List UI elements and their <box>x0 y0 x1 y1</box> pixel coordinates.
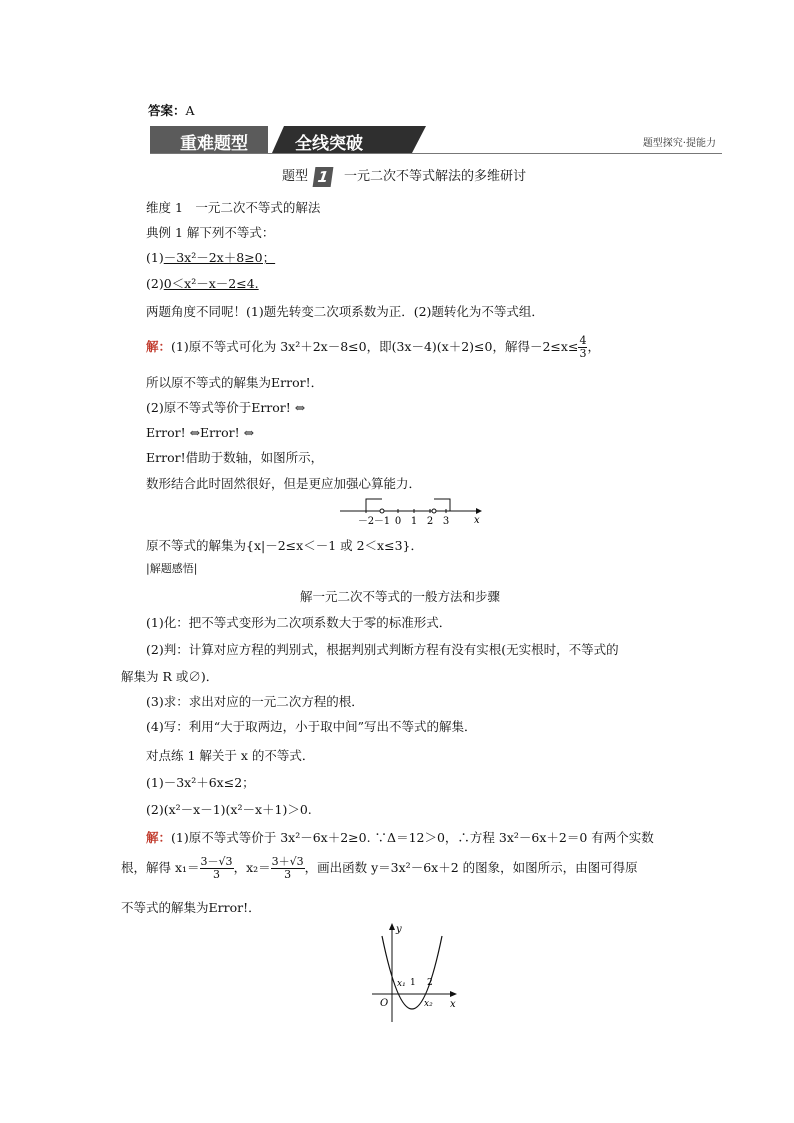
graph-x-label: x <box>450 999 456 1010</box>
step-3: (3)求：求出对应的一元二次方程的根． <box>146 694 364 709</box>
psol-text-b: ，x₂＝ <box>233 860 271 875</box>
q1-prefix: (1) <box>146 250 164 265</box>
x1-den: 3 <box>213 868 221 881</box>
y-axis-arrow <box>389 923 395 930</box>
graph-origin-label: O <box>380 998 389 1009</box>
step-2: (2)判：计算对应方程的判别式，根据判别式判断方程有没有实根(无实根时，不等式的 <box>146 642 619 657</box>
parabola-figure <box>364 922 464 1026</box>
step-4: (4)写：利用“大于取两边，小于取中间”写出不等式的解集． <box>146 719 477 734</box>
number-line-tick-label: 0 <box>394 516 402 527</box>
graph-1-label: 1 <box>410 978 416 988</box>
x-axis-arrow <box>450 991 457 997</box>
number-line-tick-label: 3 <box>442 516 450 527</box>
number-line-tick-label: 2 <box>426 516 434 527</box>
practice-solution-line2 <box>121 856 638 881</box>
section-prefix: 题型 <box>282 169 309 184</box>
solution1-set: 所以原不等式的解集为Error!． <box>146 375 324 390</box>
frac-den: 3 <box>579 347 587 360</box>
graph-y-label: y <box>396 924 402 935</box>
solution2-line4: 数形结合此时固然很好，但是更应加强心算能力． <box>146 476 422 491</box>
example-q2 <box>146 275 259 293</box>
x2-den: 3 <box>284 868 292 881</box>
banner-title-middle: 全线突破 <box>295 134 363 154</box>
solution1-line <box>146 335 600 360</box>
example-q1 <box>146 249 275 267</box>
example-intro: 典例 1 解下列不等式： <box>146 225 275 240</box>
q2-expression: 0＜x²－x－2≤4. <box>163 276 259 291</box>
solution2-line3: Error!借助于数轴，如图所示， <box>146 450 324 465</box>
dimension-heading: 维度 1 一元二次不等式的解法 <box>146 200 321 215</box>
graph-x2-label: x₂ <box>424 999 433 1009</box>
q2-prefix: (2) <box>146 276 164 291</box>
psol-text-c: ，画出函数 y＝3x²－6x＋2 的图象，如图所示，由图可得原 <box>304 860 638 875</box>
number-line-x-label: x <box>474 515 480 526</box>
q1-expression: －3x²－2x＋8≥0； <box>163 250 276 265</box>
x1-num: 3－√3 <box>200 855 233 868</box>
solution2-result: 原不等式的解集为{x|－2≤x＜－1 或 2＜x≤3}． <box>146 538 423 553</box>
hint-text: 两题角度不同呢！(1)题先转变二次项系数为正．(2)题转化为不等式组． <box>146 304 544 319</box>
section-title: 一元二次不等式解法的多维研讨 <box>344 169 527 184</box>
fraction-x1 <box>200 856 234 881</box>
solution1-end: ， <box>587 339 600 354</box>
step-1: (1)化：把不等式变形为二次项系数大于零的标准形式． <box>146 615 452 630</box>
section-banner <box>150 126 722 154</box>
solution2-line2: Error! ⇔Error! ⇔ <box>146 425 255 440</box>
banner-title-left: 重难题型 <box>180 134 248 154</box>
graph-2-label: 2 <box>427 978 433 988</box>
practice-solution-line3: 不等式的解集为Error!． <box>121 900 261 915</box>
practice-solution-line1 <box>146 829 654 847</box>
section-heading <box>282 165 526 187</box>
number-line-tick-label: －1 <box>373 516 391 527</box>
step-2-cont: 解集为 R 或∅)． <box>121 669 219 684</box>
parabola-curve <box>382 936 442 1009</box>
solution-label: 解： <box>146 339 172 354</box>
bracket-right <box>434 499 450 511</box>
x2-num: 3＋√3 <box>271 855 304 868</box>
practice-q2: (2)(x²－x－1)(x²－x＋1)＞0. <box>146 802 312 817</box>
fraction-x2 <box>271 856 305 881</box>
open-point-2 <box>432 509 436 513</box>
answer-label: 答案： <box>148 103 186 118</box>
frac-num: 4 <box>579 334 587 347</box>
method-title: 解一元二次不等式的一般方法和步骤 <box>300 589 501 604</box>
solution2-line1: (2)原不等式等价于Error! ⇔ <box>146 400 306 415</box>
section-number-badge: 1 <box>313 167 334 187</box>
answer-value: A <box>185 103 195 118</box>
banner-subtitle: 题型探究·提能力 <box>642 138 716 149</box>
practice-solution-label: 解： <box>146 830 172 845</box>
number-line-arrow <box>476 508 482 514</box>
practice-intro: 对点练 1 解关于 x 的不等式． <box>146 748 315 763</box>
solution1-text: (1)原不等式可化为 3x²＋2x－8≤0，即(3x－4)(x＋2)≤0，解得－2≤x≤ <box>171 339 579 354</box>
number-line-tick-label: －2 <box>357 516 375 527</box>
practice-solution-text1: (1)原不等式等价于 3x²－6x＋2≥0. ∵Δ＝12＞0，∴方程 3x²－6x＋2＝0 有两个实数 <box>171 830 654 845</box>
bracket-left <box>366 499 382 511</box>
number-line-tick-label: 1 <box>410 516 418 527</box>
answer-line <box>148 101 195 119</box>
psol-text-a: 根，解得 x₁＝ <box>121 860 200 875</box>
graph-x1-label: x₁ <box>397 979 406 989</box>
practice-q1: (1)－3x²＋6x≤2； <box>146 775 255 790</box>
number-line-figure <box>336 493 486 529</box>
open-point-neg1 <box>380 509 384 513</box>
reflection-tag: |解题感悟| <box>146 562 198 575</box>
